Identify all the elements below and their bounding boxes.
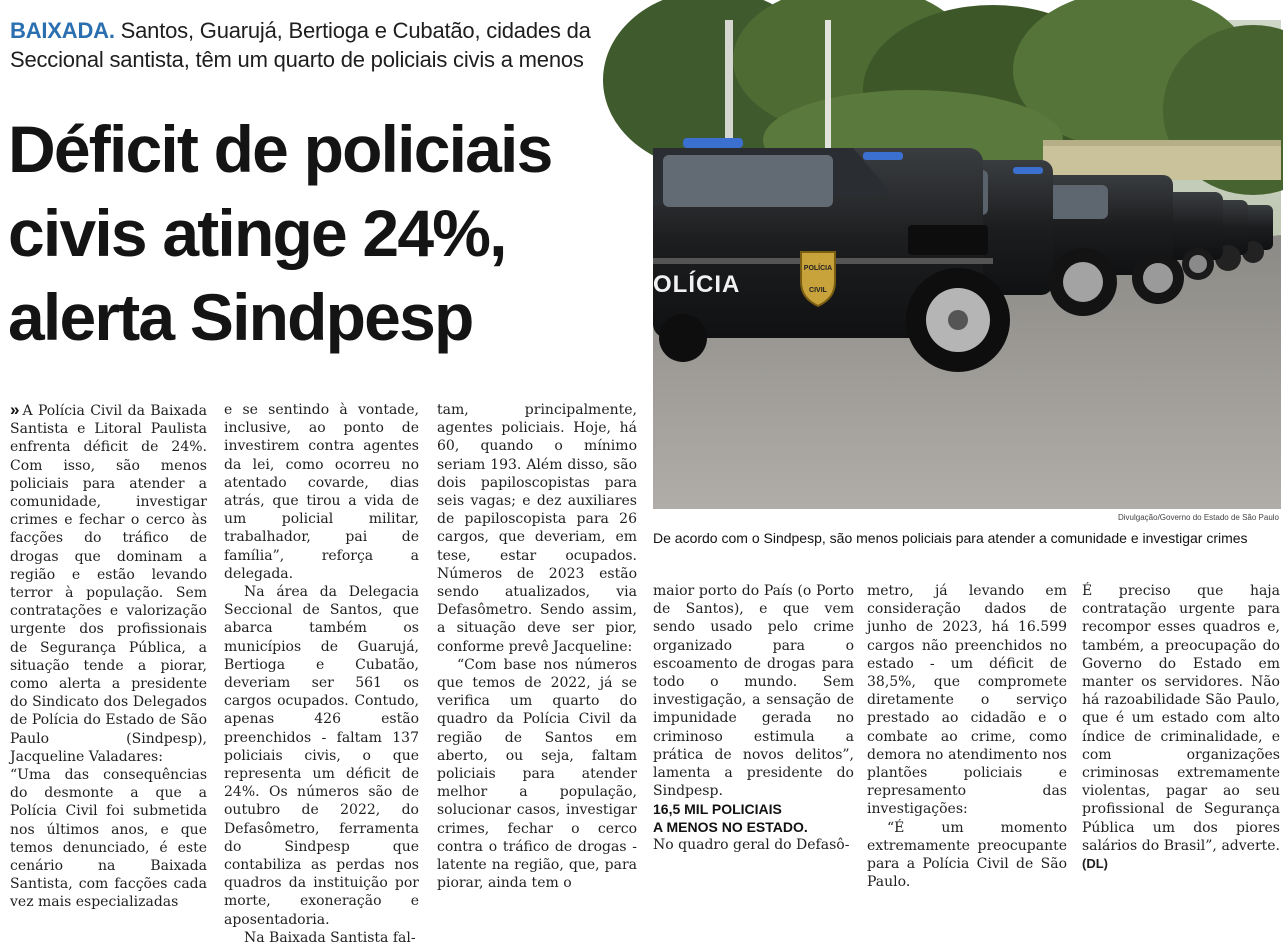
article-column-2 (224, 401, 419, 946)
paragraph: Na área da Delegacia Seccional de Santos, que abarca também os municípios de Guarujá, Bertioga e Cubatão, deveriam ser 561 os cargos ocupados. Contudo, apenas 426 estão preenchidos - faltam 137 policiais civis, o que representa um déficit de 24%. Os números são de outubro de 2022, do Defasômetro, ferramenta do Sindpesp que contabiliza as perdas nos quadros da instituição por morte, exoneração e aposentadoria. (224, 584, 419, 928)
subhead-line-2: A MENOS NO ESTADO. (653, 819, 808, 836)
lead-paragraph (10, 401, 207, 766)
paragraph: e se sentindo à vontade, inclusive, ao ponto de investirem contra agentes da lei, como ocorreu no atentado covarde, dias atrás, que tirou a vida de um policial militar, trabalhador, pai de família”, reforça a delegada. (224, 402, 419, 582)
article-column-1 (10, 400, 207, 911)
paragraph-text: É preciso que haja contratação urgente para recompor esses quadros e, também, a preocupação do Governo do Estado em manter os servidores. Não há razoabilidade São Paulo, que é um estado com alto índice de criminalidade, e com organizações criminosas extremamente violentas, pagar ao seu profissional de Segurança Pública um dos piores salários do Brasil”, adverte. (1082, 583, 1280, 854)
paragraph: metro, já levando em consideração dados de junho de 2023, há 16.599 cargos não preenchidos no estado - um déficit de 38,5%, que compromete diretamente o serviço prestado ao cidadão e o combate ao crime, como demora no atendimento nos plantões policiais e represamento das investigações: (867, 583, 1067, 818)
paragraph: “Com base nos números que temos de 2022, já se verifica um quarto do quadro da Polícia Civil da região de Santos em aberto, ou seja, faltam policiais para atender melhor a população, solucionar casos, investigar crimes, fechar o cerco contra o tráfico de drogas - latente na região, que, para piorar, ainda tem o (437, 656, 637, 892)
author-signature: (DL) (1082, 856, 1108, 872)
headline-line-3: alerta Sindpesp (8, 280, 473, 354)
paragraph: Na Baixada Santista fal- (244, 929, 416, 946)
article-column-4 (653, 582, 854, 854)
subhead (653, 800, 854, 836)
badge-text-top: POLÍCIA (803, 265, 833, 272)
badge-text-bottom: CIVIL (809, 287, 827, 294)
article-column-6 (1082, 582, 1280, 872)
lead-mark-icon: » (10, 400, 17, 419)
article-column-5 (867, 582, 1067, 891)
headline (8, 107, 648, 359)
paragraph: maior porto do País (o Porto de Santos), e que vem sendo usado pelo crime organizado para o escoamento de drogas para todo o mundo. Sem investigação, a sensação de impunidade gerada no criminoso estimula a prática de novos delitos”, lamenta a presidente do Sindpesp. (653, 583, 854, 800)
article-photo (653, 20, 1281, 509)
paragraph-text: A Polícia Civil da Baixada Santista e Litoral Paulista enfrenta déficit de 24%. Com isso, são menos policiais para atender a comunidade, investigar crimes e fechar o cerco às facções do tráfico de drogas que dominam a região e estão levando terror à população. Sem contratações e valorização urgente dos profissionais de Segurança Pública, a situação tende a piorar, como alerta a presidente do Sindicato dos Delegados de Polícia do Estado de São Paulo (Sindpesp), Jacqueline Valadares: (10, 403, 207, 765)
section-tag: BAIXADA. (10, 18, 115, 43)
paragraph: “É um momento extremamente preocupante para a Polícia Civil de São Paulo. (867, 819, 1067, 891)
paragraph: “Uma das consequências do desmonte a que a Polícia Civil foi submetida nos últimos anos, e que temos denunciado, é este cenário na Baixada Santista, com facções cada vez mais especializadas (10, 767, 207, 911)
door-text: OLÍCIA (653, 271, 741, 298)
paragraph: tam, principalmente, agentes policiais. Hoje, há 60, quando o mínimo seriam 193. Além disso, são dois papiloscopistas para seis vagas; e dez auxiliares de papiloscopista para 26 cargos, que deveriam, em tese, estar ocupados. Números de 2023 estão sendo atualizados, via Defasômetro. Sendo assim, a situação deve ser pior, conforme prevê Jacqueline: (437, 402, 637, 655)
headline-line-2: civis atinge 24%, (8, 196, 506, 270)
paragraph: No quadro geral do Defasô- (653, 837, 850, 854)
paragraph (1082, 582, 1280, 873)
photo-caption: De acordo com o Sindpesp, são menos policiais para atender a comunidade e investigar crimes (653, 530, 1248, 546)
subhead-line-1: 16,5 MIL POLICIAIS (653, 801, 782, 818)
headline-line-1: Déficit de policiais (8, 112, 552, 186)
article-column-3 (437, 401, 637, 892)
photo-credit: Divulgação/Governo do Estado de São Paulo (1118, 513, 1279, 522)
kicker-line-1: Santos, Guarujá, Bertioga e Cubatão, cidades da (120, 18, 591, 43)
kicker-line-2: Seccional santista, têm um quarto de policiais civis a menos (10, 47, 584, 72)
police-trucks-illustration (653, 20, 1281, 509)
kicker (10, 16, 640, 74)
